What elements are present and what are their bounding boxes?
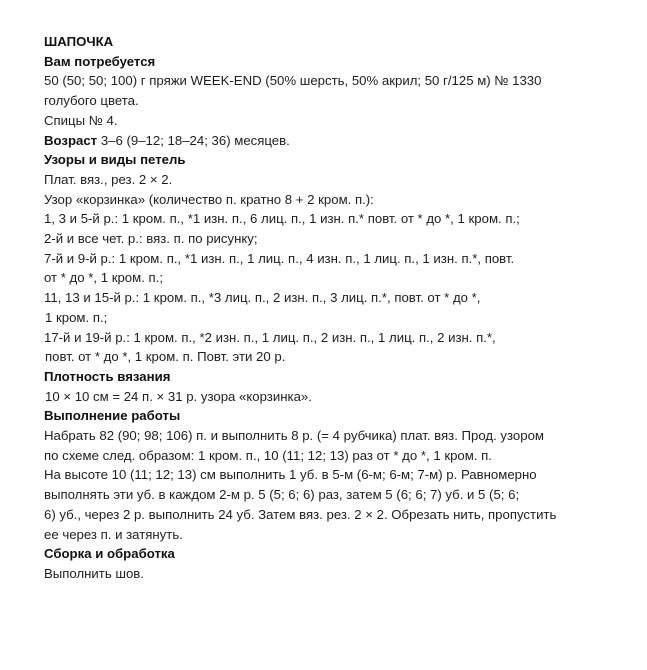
work-heading: Выполнение работы [44,408,181,424]
knitting-instructions [44,32,624,584]
gauge-heading: Плотность вязания [44,368,171,384]
materials-heading: Вам потребуется [44,53,156,69]
patterns-line: 1, 3 и 5-й р.: 1 кром. п., *1 изн. п., 6 лиц. п., 1 изн. п.* повт. от * до *, 1 кром. п.; [44,211,520,227]
work-line: Набрать 82 (90; 98; 106) п. и выполнить 8 р. (= 4 рубчика) плат. вяз. Прод. узором [44,428,544,444]
patterns-line: 2-й и все чет. р.: вяз. п. по рисунку; [44,231,258,247]
patterns-line: 7-й и 9-й р.: 1 кром. п., *1 изн. п., 1 лиц. п., 4 изн. п., 1 лиц. п., 1 изн. п.*, повт. [44,250,515,266]
work-line: ее через п. и затянуть. [44,526,183,542]
age-label: Возраст [44,132,98,148]
age-line [44,131,624,151]
materials-line: голубого цвета. [44,93,139,109]
patterns-line: Плат. вяз., рез. 2 × 2. [44,171,173,187]
work-line: выполнять эти уб. в каждом 2-м р. 5 (5; 6; 6) раз, затем 5 (6; 6; 7) уб. и 5 (5; 6; [44,487,520,503]
work-line: по схеме след. образом: 1 кром. п., 10 (11; 12; 13) раз от * до *, 1 кром. п. [44,447,492,463]
work-line: На высоте 10 (11; 12; 13) см выполнить 1 уб. в 5-м (6-м; 6-м; 7-м) р. Равномерно [44,467,537,483]
age-value: 3–6 (9–12; 18–24; 36) месяцев. [97,132,290,148]
patterns-line: от * до *, 1 кром. п.; [44,270,163,286]
materials-line: 50 (50; 50; 100) г пряжи WEEK-END (50% шерсть, 50% акрил; 50 г/125 м) № 1330 [44,73,542,89]
materials-line: Спицы № 4. [44,112,118,128]
assembly-heading: Сборка и обработка [44,546,175,562]
patterns-line: Узор «корзинка» (количество п. кратно 8 + 2 кром. п.): [44,191,374,207]
patterns-heading: Узоры и виды петель [44,152,186,168]
patterns-line: 11, 13 и 15-й р.: 1 кром. п., *3 лиц. п., 2 изн. п., 3 лиц. п.*, повт. от * до *, [44,290,481,306]
patterns-line: 17-й и 19-й р.: 1 кром. п., *2 изн. п., 1 лиц. п., 2 изн. п., 1 лиц. п., 2 изн. п.*, [44,329,496,345]
patterns-line: повт. от * до *, 1 кром. п. Повт. эти 20 р. [45,349,286,365]
work-line: 6) уб., через 2 р. выполнить 24 уб. Затем вяз. рез. 2 × 2. Обрезать нить, пропустить [44,506,557,522]
assembly-line: Выполнить шов. [44,565,144,581]
gauge-line: 10 × 10 см = 24 п. × 31 р. узора «корзинка». [45,388,312,404]
document-title: ШАПОЧКА [44,34,114,49]
patterns-line: 1 кром. п.; [45,309,108,325]
